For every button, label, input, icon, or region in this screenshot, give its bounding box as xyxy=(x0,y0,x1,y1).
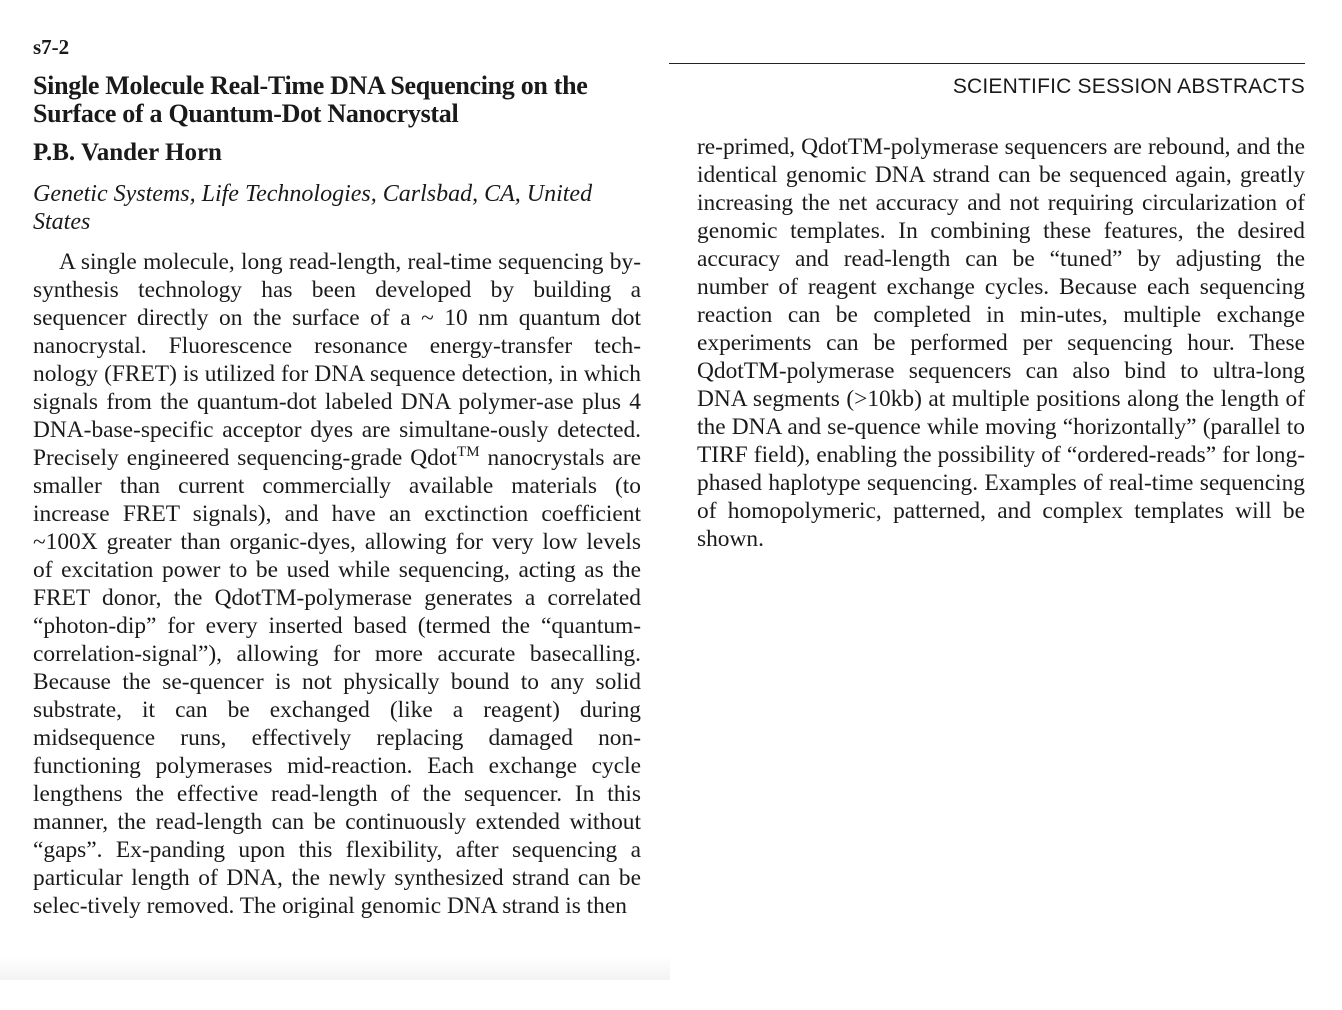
left-column xyxy=(33,34,641,920)
running-header: SCIENTIFIC SESSION ABSTRACTS xyxy=(952,75,1305,98)
author-line: P.B. Vander Horn xyxy=(33,139,222,166)
abstract-body-part-2: re-primed, QdotTM-polymerase sequencers are rebound, and the identical genomic DNA strand can be sequenced again, greatly increasing the net accuracy and not requiring circularization of genomic templates. In combining these features, the desired accuracy and read-length can be “tuned” by adjusting the number of reagent exchange cycles. Because each sequencing reaction can be completed in min-utes, multiple exchange experiments can be performed per sequencing hour. These QdotTM-polymerase sequencers can also bind to ultra-long DNA segments (>10kb) at multiple positions along the length of the DNA and se-quence while moving “horizontally” (parallel to TIRF field), enabling the possibility of “ordered-reads” for long-phased haplotype sequencing. Examples of real-time sequencing of homopolymeric, patterned, and complex templates will be shown. xyxy=(697,134,1305,552)
abstract-body-part-1 xyxy=(33,248,641,920)
header-rule xyxy=(669,63,1305,64)
body-text-before-trademark: A single molecule, long read-length, real-time sequencing by- synthesis technology has been developed by building a sequencer directly on the surface of a ~ 10 nm quantum dot nanocrystal. Fluorescence resonance energy-transfer tech-nology (FRET) is utilized for DNA sequence detection, in which signals from the quantum-dot labeled DNA polymer-ase plus 4 DNA-base-specific acceptor dyes are simultane-ously detected. Precisely engineered sequencing-grade Qdot xyxy=(33,249,641,471)
trademark-superscript: TM xyxy=(457,444,480,461)
abstract-title: Single Molecule Real-Time DNA Sequencing on the Surface of a Quantum-Dot Nanocrystal xyxy=(33,71,588,128)
affiliation: Genetic Systems, Life Technologies, Carlsbad, CA, United States xyxy=(33,181,593,235)
abstract-id: s7-2 xyxy=(33,35,70,59)
body-text-after-trademark: nanocrystals are smaller than current commercially available materials (to increase FRET signals), and have an exctinction coefficient ~100X greater than organic-dyes, allowing for very low levels of excitation power to be used while sequencing, acting as the FRET donor, the QdotTM-polymerase generates a correlated “photon-dip” for every inserted based (termed the “quantum-correlation-signal”), allowing for more accurate basecalling. Because the se-quencer is not physically bound to any solid substrate, it can be exchanged (like a reagent) during midsequence runs, effectively replacing damaged non-functioning polymerases mid-reaction. Each exchange cycle lengthens the effective read-length of the sequencer. In this manner, the read-length can be continuously extended without “gaps”. Ex-panding upon this flexibility, after sequencing a particular length of DNA, the newly synthesized strand can be selec-tively removed. The original genomic DNA strand is then xyxy=(33,445,641,919)
right-column xyxy=(697,133,1305,553)
page-bottom-shadow xyxy=(0,956,670,980)
